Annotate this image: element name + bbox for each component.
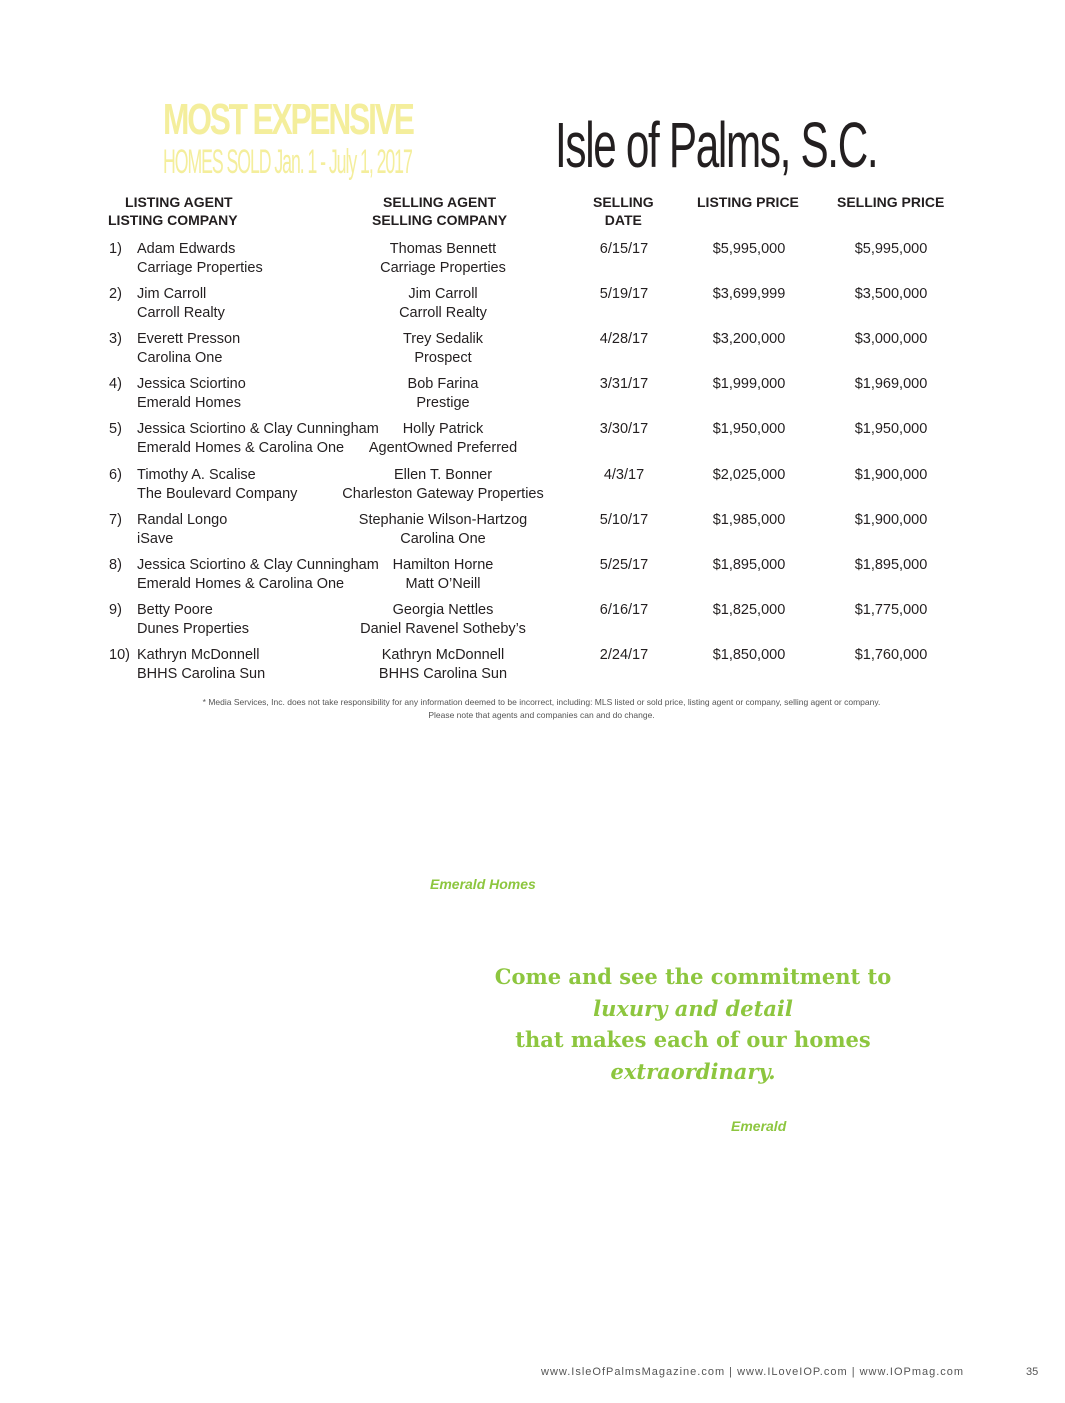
listing-price-cell bbox=[713, 646, 786, 665]
listing-price: $1,895,000 bbox=[712, 556, 786, 573]
listing-cell bbox=[137, 466, 297, 504]
row-number: 5) bbox=[109, 421, 122, 438]
column-listing-price: LISTING PRICE bbox=[697, 194, 799, 210]
row-number bbox=[109, 511, 122, 530]
selling-date: 2/24/17 bbox=[599, 646, 649, 663]
row-number bbox=[109, 375, 122, 394]
row-number: 3) bbox=[109, 331, 122, 348]
listing-price-cell bbox=[713, 511, 786, 530]
listing-agent: Timothy A. Scalise bbox=[137, 466, 256, 483]
table-row bbox=[0, 646, 1065, 686]
listing-cell bbox=[137, 646, 265, 684]
row-number: 2) bbox=[109, 286, 122, 303]
listing-price-cell bbox=[713, 556, 786, 575]
listing-company: iSave bbox=[137, 530, 174, 547]
selling-price-cell bbox=[855, 601, 928, 620]
header-place: Isle of Palms, S.C. bbox=[555, 109, 878, 181]
column-header-selling-price bbox=[837, 193, 944, 211]
row-number bbox=[109, 556, 122, 575]
date-cell bbox=[600, 511, 648, 530]
table-row bbox=[0, 556, 1065, 596]
selling-cell bbox=[399, 285, 487, 323]
row-number: 10) bbox=[109, 646, 130, 663]
selling-date: 3/31/17 bbox=[599, 376, 649, 393]
selling-price: $1,950,000 bbox=[854, 421, 928, 438]
selling-company: Carriage Properties bbox=[380, 260, 506, 276]
listing-agent: Randal Longo bbox=[137, 511, 228, 528]
selling-price: $1,760,000 bbox=[854, 646, 928, 663]
listing-price-cell bbox=[713, 375, 786, 394]
selling-cell bbox=[379, 646, 507, 684]
row-number: 1) bbox=[109, 241, 122, 257]
date-cell bbox=[600, 556, 648, 575]
selling-price-cell bbox=[855, 466, 928, 485]
listing-price: $1,850,000 bbox=[712, 646, 786, 663]
selling-price-cell bbox=[855, 511, 928, 530]
listing-cell bbox=[137, 375, 246, 413]
column-header-date bbox=[593, 193, 654, 229]
selling-company: Prestige bbox=[416, 395, 470, 412]
disclaimer-line-1: * Media Services, Inc. does not take responsibility for any information deemed to be incorrect, including: MLS listed or sold price, listing agent or company, selling agent or company. bbox=[202, 697, 881, 707]
row-number bbox=[109, 285, 122, 304]
listing-agent: Kathryn McDonnell bbox=[137, 646, 260, 663]
selling-agent: Kathryn McDonnell bbox=[381, 646, 505, 663]
selling-agent: Thomas Bennett bbox=[389, 241, 497, 257]
listing-agent: Jessica Sciortino bbox=[137, 376, 246, 393]
selling-cell bbox=[393, 556, 494, 594]
page-number: 35 bbox=[1026, 1366, 1039, 1378]
selling-agent: Hamilton Horne bbox=[392, 556, 494, 573]
selling-cell bbox=[369, 420, 517, 458]
listing-price-cell bbox=[713, 466, 786, 485]
listing-price: $1,950,000 bbox=[712, 421, 786, 438]
selling-price: $1,900,000 bbox=[854, 466, 928, 483]
selling-company: Daniel Ravenel Sotheby’s bbox=[360, 620, 526, 637]
selling-company: Matt O’Neill bbox=[405, 575, 481, 592]
selling-cell bbox=[359, 511, 527, 549]
selling-cell bbox=[342, 466, 544, 504]
listing-company: Carolina One bbox=[137, 350, 223, 367]
listing-price-cell bbox=[713, 285, 786, 304]
row-number bbox=[109, 420, 122, 439]
table-row bbox=[0, 330, 1065, 370]
column-date: DATE bbox=[604, 212, 642, 228]
selling-date: 6/16/17 bbox=[599, 601, 649, 618]
table-row bbox=[0, 375, 1065, 415]
listing-price: $5,995,000 bbox=[712, 241, 786, 257]
table-row bbox=[0, 285, 1065, 325]
selling-price: $1,895,000 bbox=[854, 556, 928, 573]
listing-price-cell bbox=[713, 420, 786, 439]
listing-company: The Boulevard Company bbox=[137, 485, 298, 502]
date-cell bbox=[600, 375, 648, 394]
date-cell bbox=[600, 420, 648, 439]
selling-date: 5/25/17 bbox=[599, 556, 649, 573]
column-header-selling bbox=[372, 193, 507, 229]
selling-date: 5/19/17 bbox=[599, 286, 649, 303]
selling-company: Charleston Gateway Properties bbox=[342, 485, 544, 502]
row-number: 4) bbox=[109, 376, 122, 393]
listing-cell bbox=[137, 240, 263, 278]
selling-date: 4/28/17 bbox=[599, 331, 649, 348]
column-listing-company: LISTING COMPANY bbox=[108, 212, 238, 228]
selling-date: 3/30/17 bbox=[599, 421, 649, 438]
table-row bbox=[0, 466, 1065, 506]
selling-agent: Bob Farina bbox=[407, 376, 479, 393]
listing-price: $2,025,000 bbox=[712, 466, 786, 483]
selling-cell bbox=[403, 330, 483, 368]
ad-line-1: Come and see the commitment to bbox=[494, 964, 892, 989]
date-cell bbox=[604, 466, 644, 485]
listing-cell bbox=[137, 285, 225, 323]
listing-company: BHHS Carolina Sun bbox=[137, 665, 266, 682]
selling-price-cell bbox=[855, 420, 928, 439]
row-number: 9) bbox=[109, 601, 122, 618]
selling-date: 5/10/17 bbox=[599, 511, 649, 528]
selling-cell bbox=[380, 240, 506, 278]
listing-price: $3,200,000 bbox=[712, 331, 786, 348]
selling-date: 6/15/17 bbox=[599, 241, 649, 257]
listing-cell bbox=[137, 556, 379, 594]
selling-company: Carroll Realty bbox=[399, 305, 487, 322]
selling-price: $1,900,000 bbox=[854, 511, 928, 528]
ad-brand-bottom: Emerald bbox=[731, 1118, 787, 1134]
footer-urls: www.IsleOfPalmsMagazine.com | www.ILoveIOP.com | www.IOPmag.com bbox=[541, 1366, 965, 1378]
row-number bbox=[109, 646, 130, 665]
listing-agent: Adam Edwards bbox=[137, 241, 236, 257]
listing-company: Emerald Homes & Carolina One bbox=[137, 575, 345, 592]
row-number bbox=[109, 240, 122, 259]
selling-agent: Georgia Nettles bbox=[392, 601, 494, 618]
listing-price-cell bbox=[713, 240, 786, 259]
row-number bbox=[109, 330, 122, 349]
column-header-listing bbox=[108, 193, 238, 229]
listing-price-cell bbox=[713, 330, 786, 349]
listing-price: $1,999,000 bbox=[712, 376, 786, 393]
listing-cell bbox=[137, 330, 240, 368]
selling-company: Carolina One bbox=[400, 530, 486, 547]
selling-price: $1,969,000 bbox=[854, 376, 928, 393]
selling-price-cell bbox=[855, 375, 928, 394]
row-number bbox=[109, 466, 122, 485]
listing-agent: Jessica Sciortino & Clay Cunningham bbox=[137, 421, 379, 438]
listing-agent: Betty Poore bbox=[137, 601, 213, 618]
row-number: 8) bbox=[109, 556, 122, 573]
table-row bbox=[0, 601, 1065, 641]
listing-company: Carroll Realty bbox=[137, 305, 225, 322]
listing-cell bbox=[137, 420, 379, 458]
selling-price: $3,500,000 bbox=[854, 286, 928, 303]
selling-agent: Ellen T. Bonner bbox=[393, 466, 493, 483]
selling-company: AgentOwned Preferred bbox=[368, 440, 518, 457]
column-listing-agent: LISTING AGENT bbox=[125, 194, 233, 210]
listing-agent: Everett Presson bbox=[137, 331, 241, 348]
listing-price: $3,699,999 bbox=[712, 286, 786, 303]
row-number: 7) bbox=[109, 511, 122, 528]
selling-cell bbox=[360, 601, 526, 639]
date-cell bbox=[600, 240, 648, 259]
listing-price-cell bbox=[713, 601, 786, 620]
ad-line-2: luxury and detail bbox=[593, 996, 793, 1021]
selling-company: BHHS Carolina Sun bbox=[378, 665, 508, 682]
listing-company: Dunes Properties bbox=[137, 620, 250, 637]
date-cell bbox=[600, 330, 648, 349]
selling-date: 4/3/17 bbox=[603, 466, 645, 483]
selling-price: $1,775,000 bbox=[854, 601, 928, 618]
table-row bbox=[0, 511, 1065, 551]
selling-agent: Jim Carroll bbox=[408, 286, 478, 303]
selling-agent: Holly Patrick bbox=[402, 421, 484, 438]
listing-company: Emerald Homes bbox=[137, 395, 241, 412]
disclaimer-line-2: Please note that agents and companies can and do change. bbox=[428, 710, 655, 720]
listing-price: $1,825,000 bbox=[712, 601, 786, 618]
column-selling-agent: SELLING AGENT bbox=[383, 194, 497, 210]
header-title-main: MOST EXPENSIVE bbox=[163, 95, 413, 144]
selling-company: Prospect bbox=[414, 350, 472, 367]
date-cell bbox=[600, 601, 648, 620]
column-selling-company: SELLING COMPANY bbox=[372, 212, 508, 228]
selling-agent: Trey Sedalik bbox=[402, 331, 484, 348]
date-cell bbox=[600, 285, 648, 304]
listing-cell bbox=[137, 601, 249, 639]
listing-company: Carriage Properties bbox=[137, 260, 263, 276]
listing-agent: Jessica Sciortino & Clay Cunningham bbox=[137, 556, 379, 573]
selling-price: $3,000,000 bbox=[854, 331, 928, 348]
selling-price: $5,995,000 bbox=[854, 241, 928, 257]
ad-line-3: that makes each of our homes bbox=[515, 1027, 871, 1052]
selling-cell bbox=[408, 375, 479, 413]
selling-price-cell bbox=[855, 285, 928, 304]
table-row bbox=[0, 420, 1065, 460]
selling-price-cell bbox=[855, 330, 928, 349]
table-row bbox=[0, 240, 1065, 280]
column-header-listing-price bbox=[697, 193, 799, 211]
listing-agent: Jim Carroll bbox=[137, 286, 207, 303]
selling-agent: Stephanie Wilson-Hartzog bbox=[358, 511, 528, 528]
row-number: 6) bbox=[109, 466, 122, 483]
selling-price-cell bbox=[855, 240, 928, 259]
selling-price-cell bbox=[855, 556, 928, 575]
column-selling-price: SELLING PRICE bbox=[837, 194, 945, 210]
date-cell bbox=[600, 646, 648, 665]
row-number bbox=[109, 601, 122, 620]
listing-price: $1,985,000 bbox=[712, 511, 786, 528]
header-title-sub: HOMES SOLD Jan. 1 - July 1, 2017 bbox=[163, 143, 412, 181]
selling-price-cell bbox=[855, 646, 928, 665]
ad-line-4: extraordinary. bbox=[610, 1059, 776, 1084]
listing-company: Emerald Homes & Carolina One bbox=[137, 440, 345, 457]
column-selling: SELLING bbox=[593, 194, 654, 210]
ad-brand-top: Emerald Homes bbox=[430, 876, 536, 892]
listing-cell bbox=[137, 511, 227, 549]
